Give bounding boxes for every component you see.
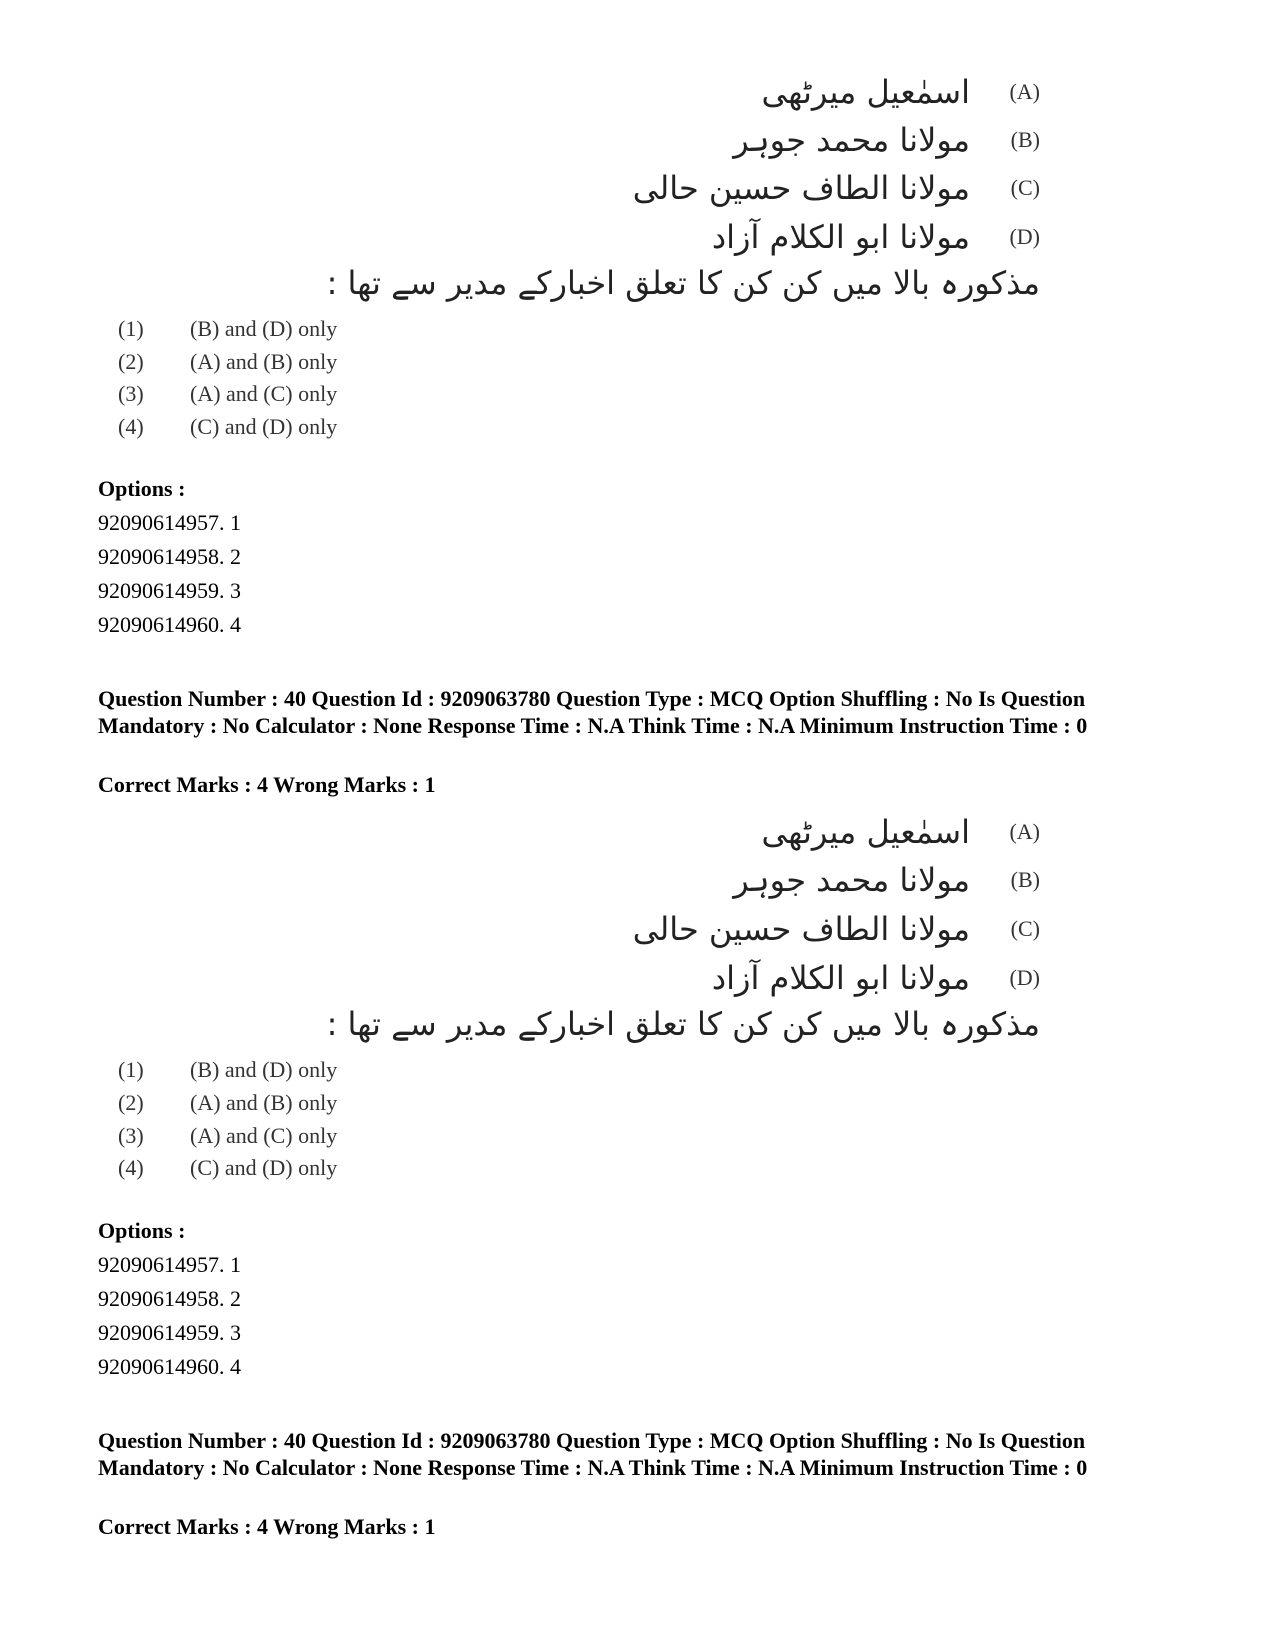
urdu-option-letter: (C) bbox=[1010, 175, 1040, 200]
answer-choice-number: (3) bbox=[118, 1123, 144, 1148]
urdu-option-text: مولانا ابو الکلام آزاد bbox=[711, 959, 970, 997]
option-id-line: 92090614957. 1 bbox=[98, 1252, 241, 1277]
answer-choice-text: (A) and (C) only bbox=[190, 381, 338, 406]
urdu-option-text: مولانا محمد جوہر bbox=[733, 121, 970, 159]
options-heading: Options : bbox=[98, 476, 186, 501]
option-id-line: 92090614957. 1 bbox=[98, 510, 241, 535]
urdu-option-c bbox=[633, 905, 1040, 953]
question-meta: Question Number : 40 Question Id : 9209063780 Question Type : MCQ Option Shuffling : No Is Question Mandatory : No Calculator : None Response Time : N.A Think Time : N.A Minimum Instruction Time : 0 bbox=[98, 1428, 1088, 1480]
option-id-line: 92090614958. 2 bbox=[98, 544, 241, 569]
urdu-option-c bbox=[633, 164, 1040, 212]
answer-choice-text: (A) and (B) only bbox=[190, 1090, 338, 1115]
answer-choice-1 bbox=[118, 1054, 337, 1086]
answer-choice-text: (B) and (D) only bbox=[190, 316, 338, 341]
urdu-option-text: اسمٰعیل میرٹھی bbox=[761, 813, 970, 851]
answer-choice-4 bbox=[118, 411, 337, 443]
urdu-option-text: مولانا الطاف حسین حالی bbox=[632, 910, 970, 948]
urdu-option-d bbox=[712, 213, 1040, 261]
urdu-option-text: اسمٰعیل میرٹھی bbox=[761, 73, 970, 111]
options-heading: Options : bbox=[98, 1218, 186, 1243]
urdu-option-b bbox=[733, 856, 1040, 904]
urdu-option-letter: (D) bbox=[1009, 224, 1040, 249]
answer-choice-3 bbox=[118, 1120, 337, 1152]
answer-choice-number: (2) bbox=[118, 1090, 144, 1115]
option-id-line: 92090614959. 3 bbox=[98, 1320, 241, 1345]
option-id-line: 92090614960. 4 bbox=[98, 612, 241, 637]
urdu-option-a bbox=[762, 808, 1040, 856]
urdu-option-letter: (C) bbox=[1010, 916, 1040, 941]
answer-choice-text: (A) and (B) only bbox=[190, 349, 338, 374]
answer-choice-number: (4) bbox=[118, 1155, 144, 1180]
urdu-question-stem: مذکورہ بالا میں کن کن کا تعلق اخبارکے مدیر سے تھا : bbox=[326, 264, 1040, 302]
answer-choice-1 bbox=[118, 313, 337, 345]
urdu-option-b bbox=[733, 116, 1040, 164]
urdu-option-text: مولانا محمد جوہر bbox=[733, 861, 970, 899]
question-marks: Correct Marks : 4 Wrong Marks : 1 bbox=[98, 772, 436, 797]
answer-choice-2 bbox=[118, 346, 337, 378]
answer-choice-number: (3) bbox=[118, 381, 144, 406]
urdu-option-a bbox=[762, 68, 1040, 116]
answer-choice-number: (1) bbox=[118, 1057, 144, 1082]
option-id-line: 92090614960. 4 bbox=[98, 1354, 241, 1379]
urdu-option-letter: (A) bbox=[1009, 819, 1040, 844]
urdu-option-letter: (B) bbox=[1010, 127, 1040, 152]
urdu-option-text: مولانا الطاف حسین حالی bbox=[632, 169, 970, 207]
answer-choice-4 bbox=[118, 1152, 337, 1184]
urdu-option-letter: (A) bbox=[1009, 79, 1040, 104]
answer-choice-number: (2) bbox=[118, 349, 144, 374]
answer-choice-text: (C) and (D) only bbox=[190, 414, 338, 439]
answer-choice-text: (C) and (D) only bbox=[190, 1155, 338, 1180]
answer-choice-text: (B) and (D) only bbox=[190, 1057, 338, 1082]
urdu-option-letter: (D) bbox=[1009, 965, 1040, 990]
urdu-option-letter: (B) bbox=[1010, 867, 1040, 892]
answer-choice-number: (1) bbox=[118, 316, 144, 341]
urdu-option-d bbox=[712, 954, 1040, 1002]
urdu-question-stem: مذکورہ بالا میں کن کن کا تعلق اخبارکے مدیر سے تھا : bbox=[326, 1005, 1040, 1043]
option-id-line: 92090614958. 2 bbox=[98, 1286, 241, 1311]
answer-choice-text: (A) and (C) only bbox=[190, 1123, 338, 1148]
question-marks: Correct Marks : 4 Wrong Marks : 1 bbox=[98, 1514, 436, 1539]
answer-choice-number: (4) bbox=[118, 414, 144, 439]
question-meta: Question Number : 40 Question Id : 9209063780 Question Type : MCQ Option Shuffling : No Is Question Mandatory : No Calculator : None Response Time : N.A Think Time : N.A Minimum Instruction Time : 0 bbox=[98, 686, 1088, 738]
urdu-option-text: مولانا ابو الکلام آزاد bbox=[711, 218, 970, 256]
option-id-line: 92090614959. 3 bbox=[98, 578, 241, 603]
answer-choice-3 bbox=[118, 378, 337, 410]
answer-choice-2 bbox=[118, 1087, 337, 1119]
